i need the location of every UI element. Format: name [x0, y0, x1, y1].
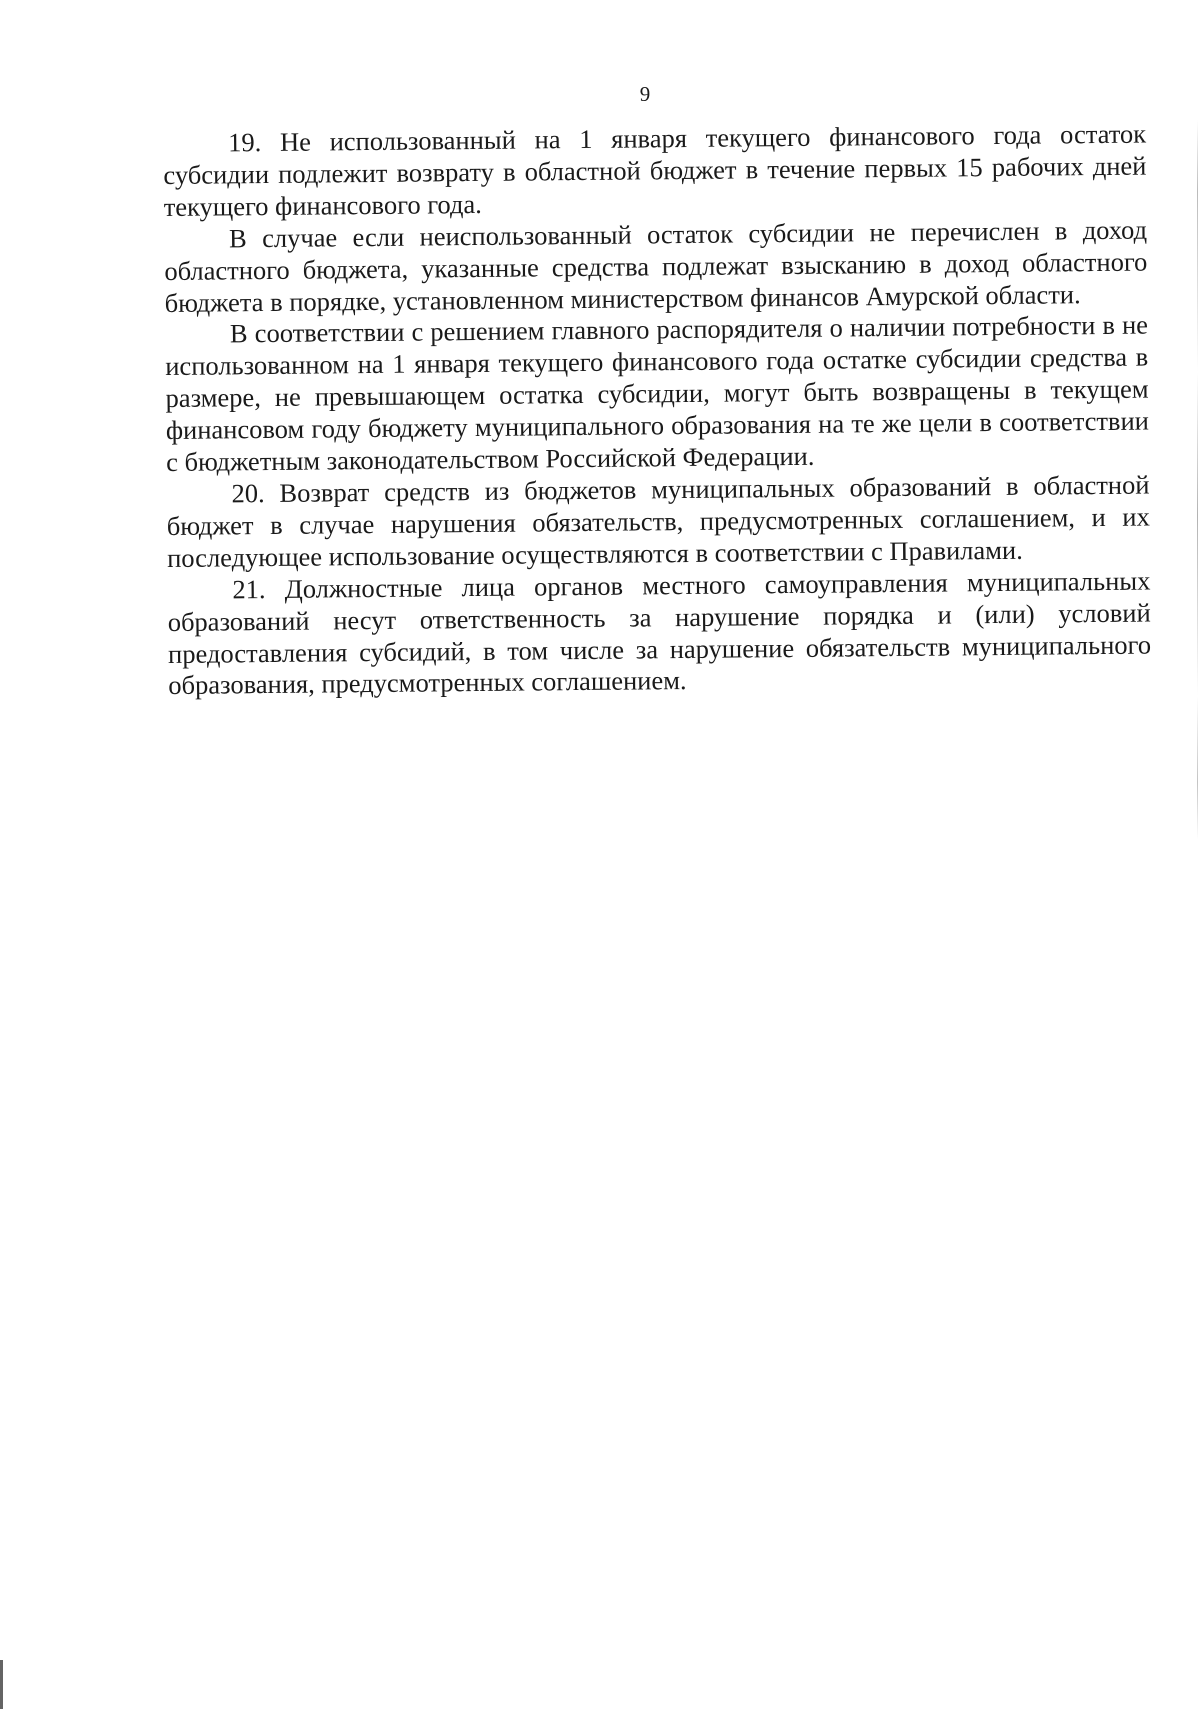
scan-edge-right	[1197, 120, 1198, 840]
paragraph-19-remainder-return: В соответствии с решением главного распорядителя о наличии потребности в не использованном на 1 января текущего финансового года остатке субсидии средства в размере, не превышающем остатка субсидии, могут быть возвращены в текущем финансовом году бюджету муниципального образования на те же цели в соответствии с бюджетным законодательством Российской Федерации.	[165, 309, 1149, 478]
document-body	[163, 119, 1151, 703]
scan-edge-left	[0, 1660, 3, 1709]
paragraph-21: 21. Должностные лица органов местного самоуправления муниципальных образований несут ответственность за нарушение порядка и (или) условий предоставления субсидий, в том числе за нарушение обязательств муниципального образования, предусмотренных соглашением.	[167, 565, 1152, 701]
paragraph-20: 20. Возврат средств из бюджетов муниципальных образований в областной бюджет в случае нарушения обязательств, предусмотренных соглашением, и их последующее использование осуществляются в соответствии с Правилами.	[166, 469, 1150, 573]
page-number: 9	[639, 82, 651, 106]
paragraph-19: 19. Не использованный на 1 января текущего финансового года остаток субсидии подлежит возврату в областной бюджет в течение первых 15 рабочих дней текущего финансового года.	[163, 118, 1147, 222]
paragraph-19-remainder-recovery: В случае если неиспользованный остаток субсидии не перечислен в доход областного бюджета, указанные средства подлежат взысканию в доход областного бюджета в порядке, установленном министерством финансов Амурской области.	[164, 214, 1148, 318]
